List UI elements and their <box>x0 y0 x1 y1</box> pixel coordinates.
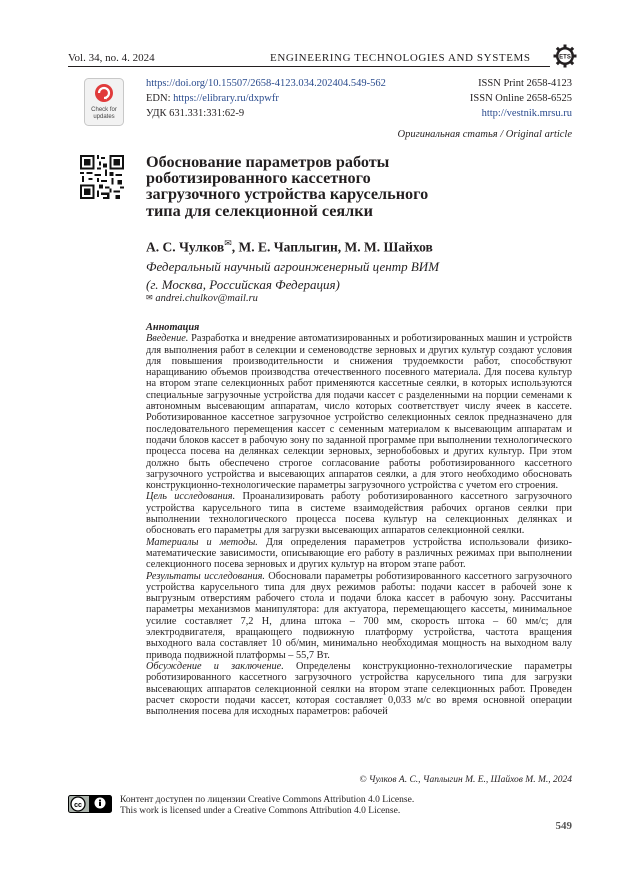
envelope-icon: ✉ <box>146 293 153 302</box>
gear-logo-icon <box>553 44 577 68</box>
license-ru: Контент доступен по лицензии Creative Commons Attribution 4.0 License. <box>120 795 415 805</box>
author-email[interactable]: andrei.chulkov@mail.ru <box>155 293 258 304</box>
affiliation-location: (г. Москва, Российская Федерация) <box>146 277 340 292</box>
abstract-methods <box>146 537 572 571</box>
issn-print: ISSN Print 2658-4123 <box>478 78 572 89</box>
page-number: 549 <box>555 820 572 832</box>
abstract-text: Разработка и внедрение автоматизированных и роботизированных машин и устройств для выполнения работ в селекции и семеноводстве зерновых и других культур создают условия для повышения производительности и снижения трудоемкости работ, способствуют наращиванию объемов производства отечественного посевного материала. Для посева культур на втором этапе селекционных работ применяются кассетные сеялки, в которых используются специальные загрузочные устройства для подачи кассет с разделенными на порции семенами к автономным высевающим аппаратам, число которых соответствует числу ячеек в кассете. Роботизированное кассетное загрузочное устройство селекционных сеялок предназначено для последовательного перемещения кассет с семенным материалом к высевающим аппаратам и подачи блоков кассет в рабочую зону по заданной программе при выполнении технологического процесса посева на делянках селекции зерновых, зернобобовых и других культур. При этом должно быть обеспечено строгое согласование работы роботизированного кассетного загрузочного устройства и высевающих аппаратов сеялки, а для этого необходимо обосновать конструкционно-технологические параметры загрузочного устройства с учетом его строения. <box>146 333 572 492</box>
svg-text:cc: cc <box>74 801 82 809</box>
article-identifiers <box>146 76 386 121</box>
abstract-conclusion <box>146 661 572 717</box>
udc-code: УДК 631.331:331:62-9 <box>146 108 245 119</box>
abstract-aim <box>146 491 572 536</box>
abstract-label: Обсуждение и заключение. <box>146 660 284 672</box>
header-divider <box>68 66 550 67</box>
article-type: Оригинальная статья / Original article <box>397 129 572 140</box>
cc-by-icon[interactable] <box>68 795 112 813</box>
envelope-icon[interactable]: ✉ <box>224 238 232 248</box>
qr-code-icon[interactable] <box>80 155 124 199</box>
issn-online: ISSN Online 2658-6525 <box>469 93 572 104</box>
article-title: Обоснование параметров работы роботизированного кассетного загрузочного устройства карусельного типа для селекционной сеялки <box>146 153 429 220</box>
abstract-heading: Аннотация <box>146 322 200 333</box>
logo-text: ETS <box>559 54 571 61</box>
abstract-text: Определены конструкционно-технологические параметры роботизированного кассетного загрузочного устройства карусельного типа для загрузки высевающих аппаратов селекционной сеялки на втором этапе селекционных работ. Проведен расчет скорости подачи кассет, которая составляет 0,033 м/с во время основной операции выполнения посева для исходных параметров: рабочей <box>146 660 573 718</box>
abstract-text: Обосновали параметры роботизированного кассетного загрузочного устройства карусельного типа для двух режимов работы: подачи кассет в рабочей зоне к выгрузным отверстиям рабочего стола и подачи блока кассет в рабочую зону. Рассчитаны параметры механизмов манипулятора: для актуатора, перемещающего кассеты, минимальное усилие составляет 7,2 Н, длина штока – 700 мм, скорость штока – 60 мм/с; для электродвигателя, вращающего подвижную платформу устройства, частота вращения выходного вала составляет 10 об/мин, минимально необходимая мощность на выходном валу привода подвижной платформы – 55,7 Вт. <box>146 570 572 661</box>
edn-link[interactable]: https://elibrary.ru/dxpwfr <box>173 93 279 104</box>
abstract-label: Цель исследования. <box>146 491 236 503</box>
copyright: © Чулков А. С., Чаплыгин М. Е., Шайхов М. М., 2024 <box>359 775 572 785</box>
authors <box>146 238 433 256</box>
license-text <box>120 795 414 816</box>
badge-line1: Check for <box>91 107 117 113</box>
abstract-text: Для определения параметров устройства использовали физико-математические зависимости, описывающие его работу в различных режимах при выполнении селекционного посева зерновых и других культур на втором этапе работ. <box>146 536 572 571</box>
abstract-results <box>146 571 572 661</box>
journal-site-link[interactable]: http://vestnik.mrsu.ru <box>481 108 572 119</box>
abstract-text: Проанализировать работу роботизированного кассетного загрузочного устройства карусельного типа в системе взаимодействия рабочих органов сеялки при выполнении технологического процесса посева культур на селекционных делянках и обосновать его параметры для загрузки высевающих аппаратов селекционной сеялки. <box>146 491 573 537</box>
authors-rest: , М. Е. Чаплыгин, М. М. Шайхов <box>231 239 433 255</box>
email-line <box>146 293 258 304</box>
author-corresponding: А. С. Чулков <box>146 239 225 255</box>
badge-line2: updates <box>93 114 115 120</box>
edn-label: EDN: <box>146 93 174 104</box>
issn-block <box>470 76 572 121</box>
check-for-updates-icon[interactable] <box>84 78 124 126</box>
journal-volume: Vol. 34, no. 4. 2024 <box>68 52 155 64</box>
affiliation <box>146 258 526 294</box>
abstract-label: Введение. <box>146 333 189 345</box>
journal-title: ENGINEERING TECHNOLOGIES AND SYSTEMS <box>270 52 531 64</box>
abstract-label: Результаты исследования. <box>146 570 265 582</box>
abstract-intro <box>146 333 572 491</box>
abstract-label: Материалы и методы. <box>146 536 258 548</box>
doi-link[interactable]: https://doi.org/10.15507/2658-4123.034.202404.549-562 <box>146 78 386 89</box>
affiliation-org: Федеральный научный агроинженерный центр ВИМ <box>146 259 440 274</box>
abstract <box>146 322 572 717</box>
license-en: This work is licensed under a Creative Commons Attribution 4.0 License. <box>120 805 401 816</box>
